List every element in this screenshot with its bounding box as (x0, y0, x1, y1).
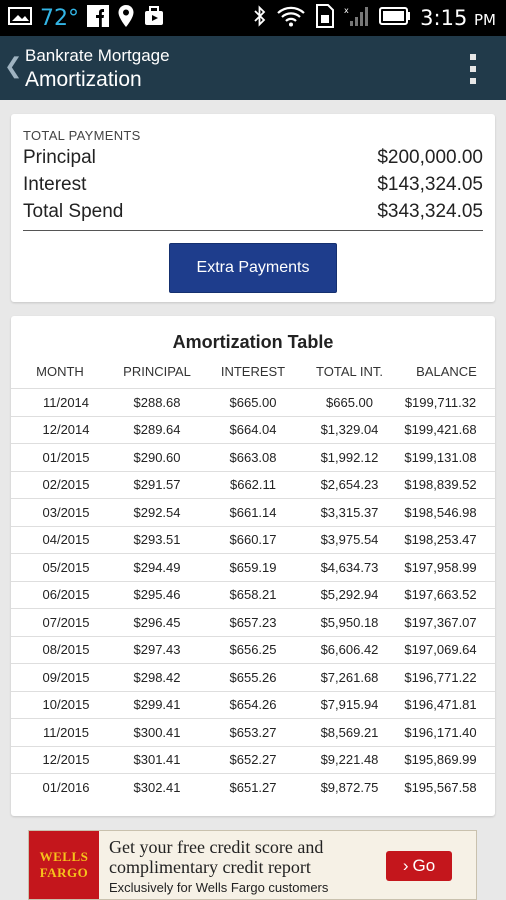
cell-month: 11/2015 (42, 724, 90, 740)
table-title: Amortization Table (172, 332, 334, 352)
wells-fargo-logo: WELLS FARGO (29, 831, 99, 899)
back-chevron-icon[interactable]: ❮ (4, 54, 23, 79)
header-total-interest: TOTAL INT. (316, 364, 383, 379)
ad-headline-1: Get your free credit score and (109, 837, 324, 857)
cell-total-interest: $1,329.04 (320, 422, 379, 438)
cell-interest: $654.26 (229, 697, 277, 713)
cell-total-interest: $6,606.42 (320, 642, 379, 658)
header-month: MONTH (36, 364, 84, 379)
cell-total-interest: $3,315.37 (320, 504, 379, 520)
cell-principal: $290.60 (133, 449, 181, 465)
principal-label: Principal (23, 147, 96, 168)
header-interest: INTEREST (220, 364, 286, 379)
table-header (11, 364, 495, 379)
cell-principal: $301.41 (133, 752, 181, 768)
ad-text (99, 831, 328, 899)
cell-interest: $665.00 (229, 394, 277, 410)
table-row (11, 718, 495, 746)
table-row (11, 388, 495, 416)
interest-label: Interest (23, 174, 87, 195)
extra-payments-button[interactable]: Extra Payments (169, 243, 337, 293)
ad-subtext: Exclusively for Wells Fargo customers (109, 880, 329, 895)
picture-icon (8, 6, 32, 31)
cell-interest: $653.27 (229, 724, 277, 740)
cell-month: 02/2015 (42, 477, 90, 493)
cell-balance: $196,471.81 (404, 697, 477, 713)
cell-balance: $198,253.47 (404, 532, 477, 548)
temperature: 72° (40, 5, 79, 31)
cell-month: 07/2015 (42, 614, 90, 630)
table-row (11, 581, 495, 609)
media-bag-icon (143, 5, 165, 32)
cell-month: 12/2015 (42, 752, 90, 768)
action-bar (0, 36, 506, 100)
cell-interest: $660.17 (229, 532, 277, 548)
cell-month: 08/2015 (42, 642, 90, 658)
svg-text:x: x (344, 5, 349, 15)
facebook-icon (87, 5, 109, 32)
cell-principal: $302.41 (133, 779, 181, 795)
cell-interest: $663.08 (229, 449, 277, 465)
cell-balance: $199,711.32 (404, 394, 477, 410)
cell-principal: $295.46 (133, 587, 181, 603)
cell-total-interest: $8,569.21 (320, 724, 379, 740)
cell-month: 09/2015 (42, 669, 90, 685)
cell-interest: $662.11 (229, 477, 277, 493)
cell-interest: $659.19 (229, 559, 277, 575)
total-spend-value: $343,324.05 (377, 201, 483, 222)
table-row (11, 526, 495, 554)
total-spend-row (23, 201, 483, 223)
cell-principal: $296.45 (133, 614, 181, 630)
cell-month: 04/2015 (42, 532, 90, 548)
battery-icon (379, 7, 411, 30)
app-name: Bankrate Mortgage (25, 46, 170, 65)
cell-month: 01/2015 (42, 449, 90, 465)
table-row (11, 636, 495, 664)
total-payments-label: TOTAL PAYMENTS (23, 128, 141, 143)
total-spend-label: Total Spend (23, 201, 124, 222)
cell-balance: $197,958.99 (404, 559, 477, 575)
cell-interest: $651.27 (229, 779, 277, 795)
cell-signal-icon (344, 5, 370, 32)
cell-principal: $293.51 (133, 532, 181, 548)
wells-fargo-ad-banner[interactable] (28, 830, 477, 900)
bluetooth-icon (253, 5, 267, 32)
cell-interest: $661.14 (229, 504, 277, 520)
cell-total-interest: $5,950.18 (320, 614, 379, 630)
cell-principal: $291.57 (133, 477, 181, 493)
cell-balance: $199,131.08 (404, 449, 477, 465)
table-row (11, 691, 495, 719)
cell-interest: $657.23 (229, 614, 277, 630)
cell-balance: $197,069.64 (404, 642, 477, 658)
amortization-table-card (11, 316, 495, 816)
interest-value: $143,324.05 (377, 174, 483, 195)
sim-card-icon (315, 4, 335, 33)
table-row (11, 773, 495, 801)
chevron-right-icon: › (402, 856, 409, 875)
cell-total-interest: $1,992.12 (320, 449, 379, 465)
table-row (11, 416, 495, 444)
cell-total-interest: $3,975.54 (320, 532, 379, 548)
wifi-icon (276, 5, 306, 32)
cell-balance: $197,367.07 (404, 614, 477, 630)
divider (23, 230, 483, 231)
cell-total-interest: $9,872.75 (320, 779, 379, 795)
status-bar (0, 0, 506, 36)
ad-go-button[interactable]: › Go (386, 851, 452, 881)
table-row (11, 498, 495, 526)
principal-value: $200,000.00 (377, 147, 483, 168)
cell-total-interest: $7,261.68 (320, 669, 379, 685)
overflow-menu-icon[interactable] (468, 54, 478, 84)
table-row (11, 608, 495, 636)
cell-principal: $292.54 (133, 504, 181, 520)
cell-interest: $655.26 (229, 669, 277, 685)
cell-total-interest: $5,292.94 (320, 587, 379, 603)
cell-interest: $664.04 (229, 422, 277, 438)
cell-interest: $652.27 (229, 752, 277, 768)
interest-row (23, 174, 483, 196)
cell-interest: $656.25 (229, 642, 277, 658)
cell-total-interest: $4,634.73 (320, 559, 379, 575)
cell-balance: $196,771.22 (404, 669, 477, 685)
table-row (11, 746, 495, 774)
table-row (11, 663, 495, 691)
cell-month: 11/2014 (42, 394, 90, 410)
cell-month: 01/2016 (42, 779, 90, 795)
location-icon (117, 4, 135, 33)
cell-principal: $288.68 (133, 394, 181, 410)
cell-principal: $299.41 (133, 697, 181, 713)
cell-total-interest: $9,221.48 (320, 752, 379, 768)
cell-balance: $197,663.52 (404, 587, 477, 603)
cell-month: 03/2015 (42, 504, 90, 520)
cell-month: 10/2015 (42, 697, 90, 713)
cell-principal: $298.42 (133, 669, 181, 685)
cell-balance: $199,421.68 (404, 422, 477, 438)
cell-month: 06/2015 (42, 587, 90, 603)
cell-interest: $658.21 (229, 587, 277, 603)
page-title: Amortization (25, 68, 142, 91)
cell-principal: $294.49 (133, 559, 181, 575)
cell-month: 05/2015 (42, 559, 90, 575)
cell-total-interest: $665.00 (326, 394, 373, 410)
principal-row (23, 147, 483, 169)
cell-principal: $300.41 (133, 724, 181, 740)
cell-balance: $195,567.58 (404, 779, 477, 795)
cell-principal: $297.43 (133, 642, 181, 658)
cell-total-interest: $2,654.23 (320, 477, 379, 493)
cell-balance: $196,171.40 (404, 724, 477, 740)
table-row (11, 443, 495, 471)
clock: 3:15 PM (420, 6, 496, 30)
cell-balance: $198,546.98 (404, 504, 477, 520)
table-row (11, 553, 495, 581)
table-body (23, 388, 483, 801)
cell-month: 12/2014 (42, 422, 90, 438)
cell-principal: $289.64 (133, 422, 181, 438)
header-balance: BALANCE (416, 364, 477, 379)
cell-total-interest: $7,915.94 (320, 697, 379, 713)
ad-headline-2: complimentary credit report (109, 857, 311, 877)
header-principal: PRINCIPAL (123, 364, 191, 379)
cell-balance: $195,869.99 (404, 752, 477, 768)
cell-balance: $198,839.52 (404, 477, 477, 493)
table-row (11, 471, 495, 499)
total-payments-card (11, 114, 495, 302)
